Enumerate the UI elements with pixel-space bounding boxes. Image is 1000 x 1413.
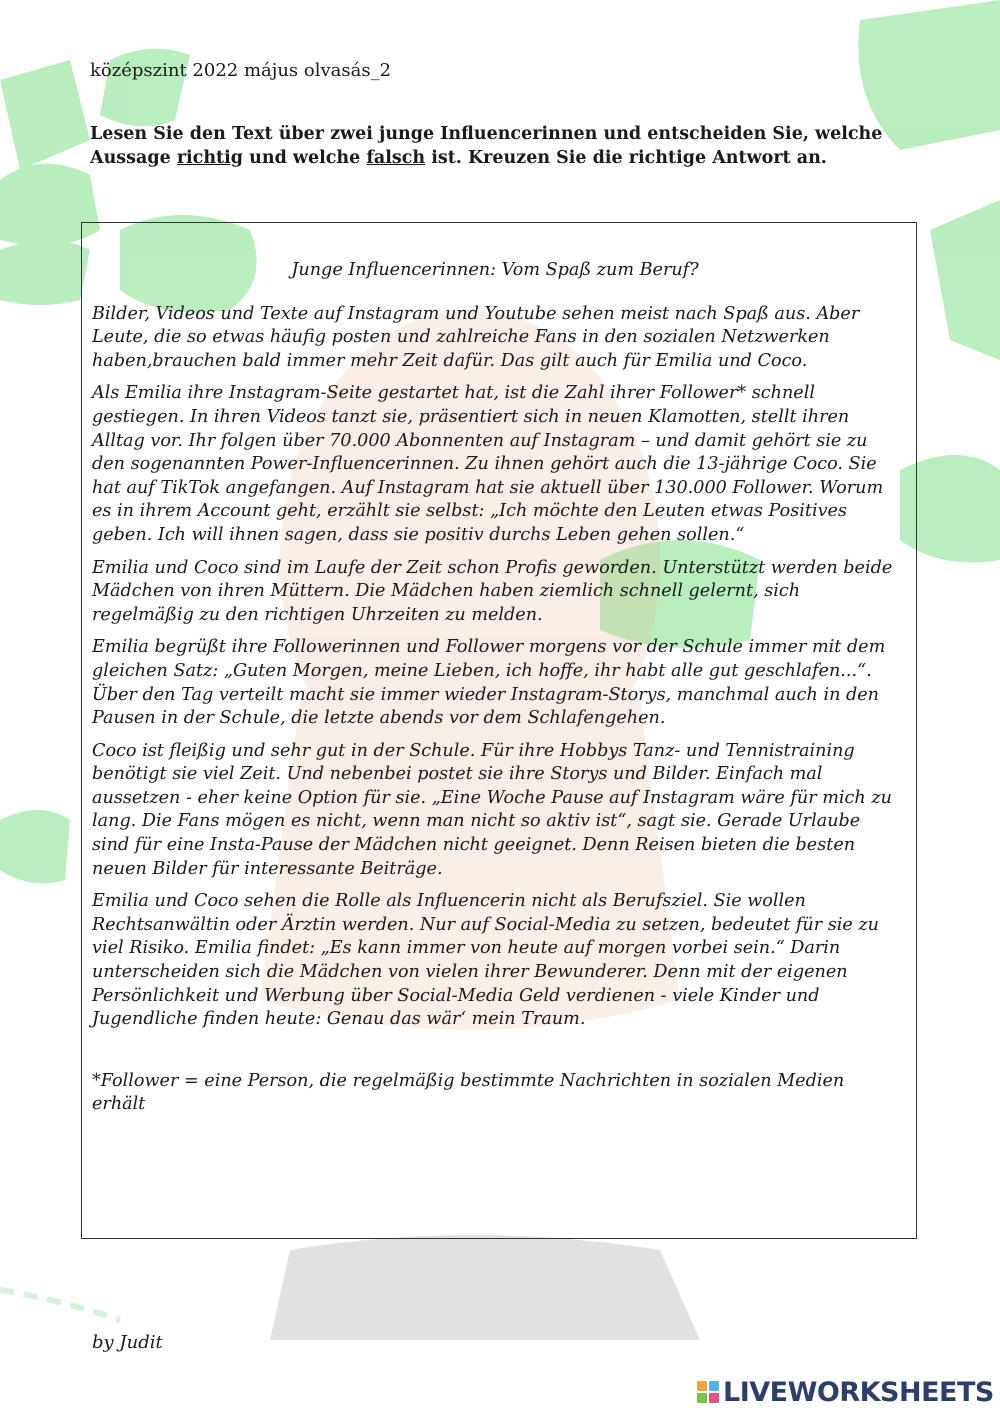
article-title: Junge Influencerinnen: Vom Spaß zum Beruf? (291, 260, 699, 280)
instructions-text: Lesen Sie den Text über zwei junge Influencerinnen und entscheiden Sie, welche Aussage (90, 124, 883, 168)
instructions-text: ist. Kreuzen Sie die richtige Antwort an. (425, 148, 827, 168)
instructions-text: und welche (243, 148, 367, 168)
liveworksheets-logo[interactable] (697, 1378, 994, 1406)
article-paragraph: Als Emilia ihre Instagram-Seite gestartet hat, ist die Zahl ihrer Follower* schnell gestiegen. In ihren Videos tanzt sie, präsentiert sich in neuen Klamotten, stellt ihren Alltag vor. Ihr folgen über 70.000 Abonnenten auf Instagram – und damit gehört sie zu den sogenannten Power-Influencerinnen. Zu ihnen gehört auch die 13-jährige Coco. Sie hat auf TikTok angefangen. Auf Instagram hat sie aktuell über 130.000 Follower. Worum es in ihrem Account geht, erzählt sie selbst: „Ich möchte den Leuten etwas Positives geben. Ich will ihnen sagen, dass sie positiv durchs Leben gehen sollen.“ (92, 383, 884, 545)
reading-text-box (81, 222, 917, 1239)
footnote: *Follower = eine Person, die regelmäßig bestimmte Nachrichten in sozialen Medien erhält (92, 1070, 845, 1115)
article-paragraph: Emilia und Coco sehen die Rolle als Influencerin nicht als Berufsziel. Sie wollen Rechtsanwältin oder Ärztin werden. Nur auf Social-Media zu setzen, bedeutet für sie zu viel Risiko. Emilia findet: „Es kann immer von heute auf morgen vorbei sein.“ Darin unterscheiden sich die Mädchen von vielen ihrer Bewunderer. Denn mit der eigenen Persönlichkeit und Werbung über Social-Media Geld verdienen - viele Kinder und Jugendliche finden heute: Genau das wär‘ mein Traum. (92, 891, 879, 1030)
exam-header: középszint 2022 május olvasás_2 (90, 60, 392, 81)
logo-text: LIVEWORKSHEETS (723, 1376, 994, 1408)
author-credit: by Judit (92, 1332, 163, 1353)
article-paragraph: Bilder, Videos und Texte auf Instagram und Youtube sehen meist nach Spaß aus. Aber Leute, die so etwas häufig posten und zahlreiche Fans in den sozialen Netzwerken haben,brauchen bald immer mehr Zeit dafür. Das gilt auch für Emilia und Coco. (92, 303, 860, 371)
article-paragraph: Coco ist fleißig und sehr gut in der Schule. Für ihre Hobbys Tanz- und Tennistraining benötigt sie viel Zeit. Und nebenbei postet sie ihre Storys und Bilder. Einfach mal aussetzen - eher keine Option für sie. „Eine Woche Pause auf Instagram wäre für mich zu lang. Die Fans mögen es nicht, wenn man nicht so aktiv ist“, sagt sie. Gerade Urlaube sind für eine Insta-Pause der Mädchen nicht geeignet. Denn Reisen bieten die besten neuen Bilder für interessante Beiträge. (92, 740, 892, 879)
article-paragraph: Emilia begrüßt ihre Followerinnen und Follower morgens vor der Schule immer mit dem gleichen Satz: „Guten Morgen, meine Lieben, ich hoffe, ihr habt alle gut geschlafen...“. Über den Tag verteilt macht sie immer wieder Instagram-Storys, manchmal auch in den Pausen in der Schule, die letzte abends vor dem Schlafengehen. (92, 637, 886, 729)
keyword-falsch: falsch (366, 148, 426, 168)
logo-mark-icon (697, 1381, 719, 1403)
article-paragraph: Emilia und Coco sind im Laufe der Zeit schon Profis geworden. Unterstützt werden beide Mädchen von ihren Müttern. Die Mädchen haben ziemlich schnell gelernt, sich regelmäßig zu den richtigen Uhrzeiten zu melden. (92, 557, 893, 625)
task-instructions (90, 122, 890, 170)
keyword-richtig: richtig (176, 148, 244, 168)
